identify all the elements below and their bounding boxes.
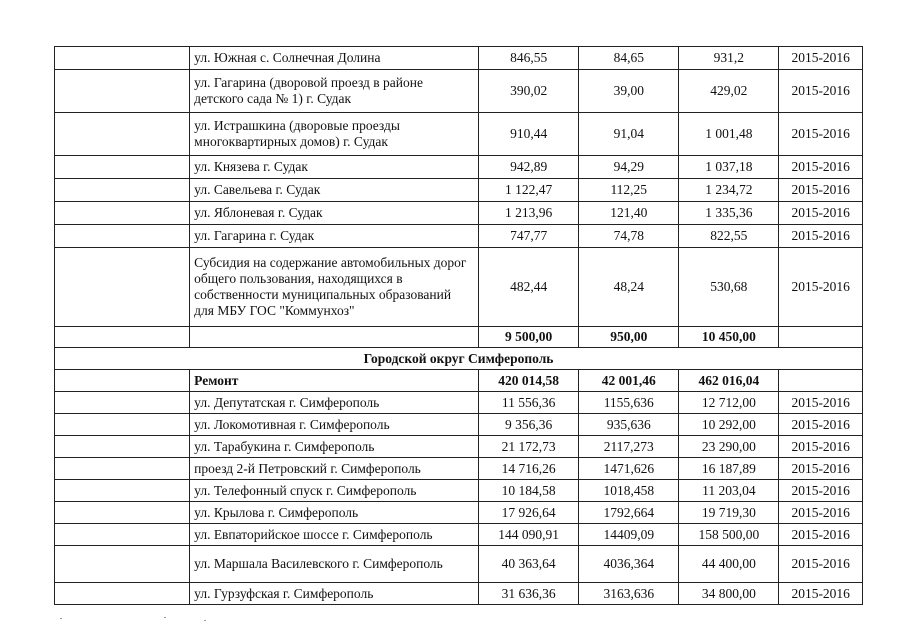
amount-2: 84,65 (579, 47, 679, 70)
total-amount-sum: 10 450,00 (679, 327, 779, 348)
amount-total: 429,02 (679, 70, 779, 113)
amount-total: 44 400,00 (679, 546, 779, 583)
amount-1: 1 122,47 (479, 179, 579, 202)
period: 2015-2016 (779, 70, 863, 113)
amount-1: 942,89 (479, 156, 579, 179)
amount-total: 10 292,00 (679, 414, 779, 436)
amount-1: 9 356,36 (479, 414, 579, 436)
table-row (55, 583, 863, 605)
amount-total: 34 800,00 (679, 583, 779, 605)
repair-row (55, 370, 863, 392)
road-name: ул. Евпаторийское шоссе г. Симферополь (190, 524, 479, 546)
amount-1: 31 636,36 (479, 583, 579, 605)
amount-2: 1155,636 (579, 392, 679, 414)
repair-label: Ремонт (190, 370, 479, 392)
road-name: ул. Гурзуфская г. Симферополь (190, 583, 479, 605)
period: 2015-2016 (779, 502, 863, 524)
period: 2015-2016 (779, 113, 863, 156)
section-header-row (55, 348, 863, 370)
subsidy-name: Субсидия на содержание автомобильных дорог общего пользования, находящихся в собственности муниципальных образований для МБУ ГОС "Коммунхоз" (190, 248, 479, 327)
amount-2: 39,00 (579, 70, 679, 113)
amount-1: 40 363,64 (479, 546, 579, 583)
amount-2: 935,636 (579, 414, 679, 436)
amount-total: 1 335,36 (679, 202, 779, 225)
amount-1: 11 556,36 (479, 392, 579, 414)
scan-speck (204, 620, 206, 621)
period: 2015-2016 (779, 546, 863, 583)
period: 2015-2016 (779, 480, 863, 502)
amount-1: 144 090,91 (479, 524, 579, 546)
amount-1: 1 213,96 (479, 202, 579, 225)
table-row (55, 502, 863, 524)
amount-1: 14 716,26 (479, 458, 579, 480)
period: 2015-2016 (779, 156, 863, 179)
amount-1: 17 926,64 (479, 502, 579, 524)
total-amount-1: 9 500,00 (479, 327, 579, 348)
amount-1: 910,44 (479, 113, 579, 156)
road-name: проезд 2-й Петровский г. Симферополь (190, 458, 479, 480)
amount-1: 10 184,58 (479, 480, 579, 502)
amount-1: 21 172,73 (479, 436, 579, 458)
repair-amount-2: 42 001,46 (579, 370, 679, 392)
period: 2015-2016 (779, 179, 863, 202)
period: 2015-2016 (779, 47, 863, 70)
table-row (55, 480, 863, 502)
amount-total: 931,2 (679, 47, 779, 70)
period: 2015-2016 (779, 583, 863, 605)
period: 2015-2016 (779, 248, 863, 327)
amount-2: 2117,273 (579, 436, 679, 458)
table-row (55, 156, 863, 179)
road-name: ул. Гагарина г. Судак (190, 225, 479, 248)
amount-2: 121,40 (579, 202, 679, 225)
total-amount-2: 950,00 (579, 327, 679, 348)
road-name: ул. Крылова г. Симферополь (190, 502, 479, 524)
period: 2015-2016 (779, 392, 863, 414)
scan-speck (164, 617, 166, 618)
table-row (55, 414, 863, 436)
amount-2: 112,25 (579, 179, 679, 202)
table-row (55, 70, 863, 113)
table-row (55, 113, 863, 156)
amount-2: 74,78 (579, 225, 679, 248)
amount-total: 12 712,00 (679, 392, 779, 414)
amount-1: 390,02 (479, 70, 579, 113)
road-name: ул. Телефонный спуск г. Симферополь (190, 480, 479, 502)
table-row (55, 248, 863, 327)
amount-2: 4036,364 (579, 546, 679, 583)
table-row (55, 524, 863, 546)
amount-total: 16 187,89 (679, 458, 779, 480)
amount-2: 91,04 (579, 113, 679, 156)
road-name: ул. Депутатская г. Симферополь (190, 392, 479, 414)
amount-2: 14409,09 (579, 524, 679, 546)
table-row (55, 392, 863, 414)
total-row (55, 327, 863, 348)
amount-1: 747,77 (479, 225, 579, 248)
period: 2015-2016 (779, 436, 863, 458)
table-row (55, 546, 863, 583)
amount-total: 11 203,04 (679, 480, 779, 502)
amount-2: 94,29 (579, 156, 679, 179)
table-row (55, 458, 863, 480)
period: 2015-2016 (779, 225, 863, 248)
amount-total: 158 500,00 (679, 524, 779, 546)
amount-total: 530,68 (679, 248, 779, 327)
road-name: ул. Савельева г. Судак (190, 179, 479, 202)
table-row (55, 436, 863, 458)
repair-amount-total: 462 016,04 (679, 370, 779, 392)
amount-1: 482,44 (479, 248, 579, 327)
amount-total: 1 234,72 (679, 179, 779, 202)
table-row (55, 47, 863, 70)
table-row (55, 202, 863, 225)
scan-speck (60, 618, 62, 619)
period: 2015-2016 (779, 202, 863, 225)
road-name: ул. Яблоневая г. Судак (190, 202, 479, 225)
table-row (55, 225, 863, 248)
amount-total: 1 037,18 (679, 156, 779, 179)
road-name: ул. Истрашкина (дворовые проезды многоквартирных домов) г. Судак (190, 113, 479, 156)
amount-2: 1471,626 (579, 458, 679, 480)
amount-2: 1792,664 (579, 502, 679, 524)
section-title: Городской округ Симферополь (55, 348, 863, 370)
table-row (55, 179, 863, 202)
amount-2: 1018,458 (579, 480, 679, 502)
funding-table (54, 46, 863, 605)
period: 2015-2016 (779, 458, 863, 480)
amount-total: 822,55 (679, 225, 779, 248)
amount-2: 3163,636 (579, 583, 679, 605)
amount-total: 1 001,48 (679, 113, 779, 156)
road-name: ул. Маршала Василевского г. Симферополь (190, 546, 479, 583)
amount-2: 48,24 (579, 248, 679, 327)
amount-total: 23 290,00 (679, 436, 779, 458)
period: 2015-2016 (779, 524, 863, 546)
road-name: ул. Южная с. Солнечная Долина (190, 47, 479, 70)
period: 2015-2016 (779, 414, 863, 436)
road-name: ул. Гагарина (дворовой проезд в районе детского сада № 1) г. Судак (190, 70, 479, 113)
repair-amount-1: 420 014,58 (479, 370, 579, 392)
amount-total: 19 719,30 (679, 502, 779, 524)
amount-1: 846,55 (479, 47, 579, 70)
road-name: ул. Князева г. Судак (190, 156, 479, 179)
road-name: ул. Локомотивная г. Симферополь (190, 414, 479, 436)
road-name: ул. Тарабукина г. Симферополь (190, 436, 479, 458)
